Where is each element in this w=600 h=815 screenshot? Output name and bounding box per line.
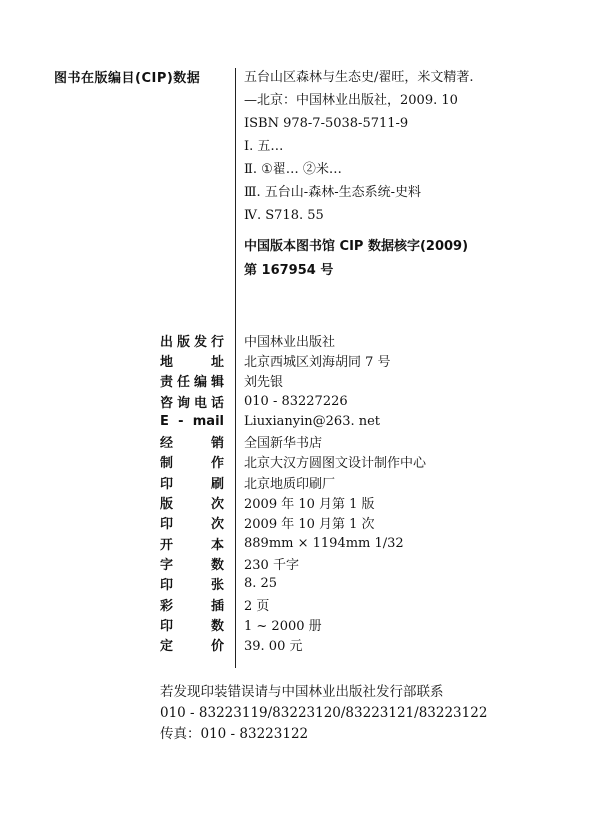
info-row-editor	[160, 371, 426, 391]
cip-line-1: Ⅰ. 五…	[244, 139, 284, 154]
info-value: 39. 00 元	[244, 639, 303, 655]
info-value: 2 页	[244, 598, 270, 614]
info-row-print-run	[160, 614, 426, 634]
contact-line-notice: 若发现印装错误请与中国林业出版社发行部联系	[160, 684, 444, 700]
cip-core-title: 中国版本图书馆 CIP 数据核字(2009)	[244, 239, 469, 254]
info-key: 印刷	[160, 476, 224, 492]
cip-line-title: 五台山区森林与生态史/翟旺，米文精著.	[244, 70, 474, 85]
info-key: 制作	[160, 456, 224, 472]
info-row-distributor	[160, 431, 426, 451]
cip-core-data	[244, 235, 468, 283]
info-row-address	[160, 350, 426, 370]
info-value: 010 - 83227226	[244, 393, 348, 409]
info-row-publisher	[160, 330, 426, 350]
info-value: Liuxianyin@263. net	[244, 413, 381, 429]
cip-line-3: Ⅲ. 五台山-森林-生态系统-史料	[244, 185, 421, 200]
info-key: 彩插	[160, 598, 224, 614]
info-key: 印数	[160, 618, 224, 634]
info-value: 889mm × 1194mm 1/32	[244, 535, 404, 551]
publication-info	[160, 330, 426, 655]
cip-line-2: Ⅱ. ①翟… ②米…	[244, 162, 342, 177]
info-row-impression	[160, 513, 426, 533]
cip-core-number: 第 167954 号	[244, 263, 334, 278]
info-key: 开本	[160, 537, 224, 553]
cip-record	[244, 66, 584, 227]
info-row-word-count	[160, 553, 426, 573]
info-value: 全国新华书店	[244, 436, 323, 452]
info-row-email	[160, 411, 426, 431]
info-value: 刘先银	[244, 375, 284, 391]
info-key: E - mail	[160, 413, 224, 429]
info-key: 出版发行	[160, 334, 224, 350]
info-value: 8. 25	[244, 576, 278, 592]
info-value: 1 ~ 2000 册	[244, 618, 322, 634]
info-key: 版次	[160, 497, 224, 513]
cip-line-4: Ⅳ. S718. 55	[244, 208, 324, 223]
contact-line-phones: 010 - 83223119/83223120/83223121/83223122	[160, 705, 488, 721]
info-row-phone	[160, 391, 426, 411]
info-key: 责任编辑	[160, 375, 224, 391]
info-key: 经销	[160, 436, 224, 452]
info-value: 中国林业出版社	[244, 334, 336, 350]
info-value: 北京地质印刷厂	[244, 476, 336, 492]
info-row-format	[160, 533, 426, 553]
contact-notice	[160, 682, 487, 745]
info-key: 印次	[160, 517, 224, 533]
info-row-sheets	[160, 574, 426, 594]
info-key: 印张	[160, 578, 224, 594]
info-value: 北京大汉方圆图文设计制作中心	[244, 456, 427, 472]
info-key: 定价	[160, 639, 224, 655]
info-row-production	[160, 452, 426, 472]
cip-line-publisher: —北京：中国林业出版社，2009. 10	[244, 93, 458, 108]
info-value: 北京西城区刘海胡同 7 号	[244, 354, 391, 370]
info-value: 2009 年 10 月第 1 次	[244, 517, 375, 533]
info-key: 字数	[160, 557, 224, 573]
info-key: 咨询电话	[160, 395, 224, 411]
info-value: 230 千字	[244, 557, 299, 573]
info-row-printer	[160, 472, 426, 492]
contact-line-fax: 传真：010 - 83223122	[160, 726, 309, 742]
info-key: 地址	[160, 354, 224, 370]
info-row-price	[160, 634, 426, 654]
info-row-edition	[160, 492, 426, 512]
cip-label: 图书在版编目(CIP)数据	[54, 71, 201, 86]
info-value: 2009 年 10 月第 1 版	[244, 497, 375, 513]
cip-line-isbn: ISBN 978-7-5038-5711-9	[244, 116, 409, 131]
info-row-color-plates	[160, 594, 426, 614]
